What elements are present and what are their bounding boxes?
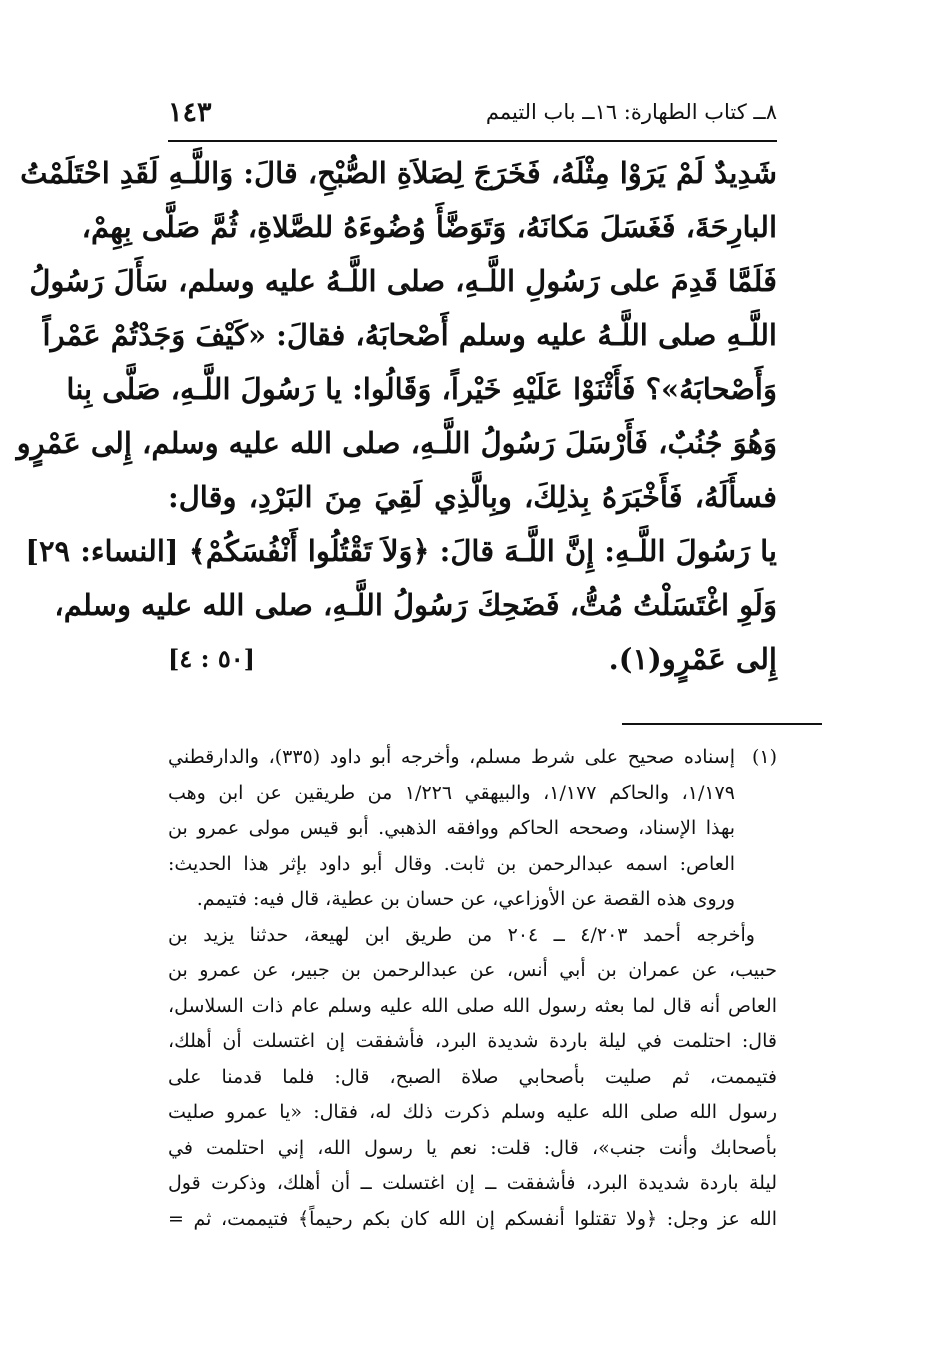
text-line: شَدِيدٌ لَمْ يَرَوْا مِثْلَهُ، فَخَرَجَ لِصَلاَةِ الصُّبْحِ، قالَ: وَاللَّـهِ لَقَدِ احْتَلَمْتُ (20, 156, 777, 190)
hadith-citation: [٥٠ : ٤] (168, 644, 255, 673)
footnote-para-start: وأخرجه أحمد ٤/٢٠٣ ــ ٢٠٤ من طريق ابن لهيعة، حدثنا يزيد بن (168, 923, 755, 946)
header-rule (168, 140, 777, 142)
footnote-separator (622, 723, 822, 725)
last-line-text: إِلى عَمْرٍو(١). (608, 642, 777, 676)
footnote-line: قال: احتلمت في ليلة باردة شديدة البرد، فأشفقت إن اغتسلت أن أهلك، (168, 1030, 777, 1052)
running-title: ٨ــ كتاب الطهارة: ١٦ــ باب التيمم (485, 100, 777, 124)
footnote-first-line (168, 740, 777, 776)
footnote-marker: (١) (751, 746, 777, 768)
footnote-line: وروى هذه القصة عن الأوزاعي، عن حسان بن عطية، قال فيه: فتيمم. (196, 888, 735, 910)
page-header (168, 88, 777, 136)
text-line: وَأَصْحابَهُ»؟ فَأَثْنَوْا عَلَيْهِ خَيْراً، وَقَالُوا: يا رَسُولَ اللَّـهِ، صَلَّى بِنا (66, 372, 777, 406)
text-line: فَلَمَّا قَدِمَ على رَسُولِ اللَّـهِ، صلى اللَّـهُ عليه وسلم، سَأَلَ رَسُولُ (29, 264, 777, 298)
text-line: اللَّـهِ صلى اللَّـهُ عليه وسلم أَصْحابَهُ، فقالَ: «كَيْفَ وَجَدْتُمْ عَمْراً (42, 318, 777, 352)
text-line: وَلَوِ اغْتَسَلْتُ مُتُّ، فَضَحِكَ رَسُولُ اللَّـهِ، صلى الله عليه وسلم، (54, 588, 777, 622)
page-number: ١٤٣ (168, 96, 212, 128)
text-line: البارِحَةَ، فَغَسَلَ مَكانَهُ، وَتَوَضَّأَ وُضُوءَهُ للصَّلاةِ، ثُمَّ صَلَّى بِهِمْ، (81, 210, 777, 244)
footnote-line: ١/١٧٩، والحاكم ١/١٧٧، والبيهقي ١/٢٢٦ من طريقين عن ابن وهب (168, 781, 735, 804)
footnote-line: الله عز وجل: ﴿ولا تقتلوا أنفسكم إن الله كان بكم رحيماً﴾ فتيممت، ثم = (168, 1207, 777, 1230)
footnotes (168, 740, 777, 1237)
footnote-line: حبيب، عن عمران بن أبي أنس، عن عبدالرحمن بن جبير، عن عمرو بن (168, 959, 777, 981)
footnote-text: إسناده صحيح على شرط مسلم، وأخرجه أبو داود (٣٣٥)، والدارقطني (168, 746, 735, 768)
footnote-line: بأصحابك وأنت جنب»، قال: قلت: نعم يا رسول الله، إني احتلمت في (168, 1136, 777, 1159)
footnote-line: رسول الله صلى الله عليه وسلم ذكرت ذلك له، فقال: «يا عمرو صليت (168, 1101, 777, 1123)
main-text (16, 146, 777, 686)
footnote-line: فتيممت، ثم صليت بأصحابي صلاة الصبح، قال: فلما قدمنا على (168, 1065, 777, 1088)
footnote-line: العاص: اسمه عبدالرحمن بن ثابت. وقال أبو داود بإثر هذا الحديث: (168, 852, 735, 875)
text-line: فسأَلَهُ، فَأَخْبَرَهُ بِذلِكَ، وبِالَّذِي لَقِيَ مِنَ البَرْدِ، وقال: (168, 480, 777, 514)
footnote-line: بهذا الإسناد، وصححه الحاكم ووافقه الذهبي. أبو قيس مولى عمرو بن (168, 817, 735, 839)
last-text-line (168, 632, 777, 686)
footnote-line: العاص أنه قال لما بعثه رسول الله صلى الله عليه وسلم عام ذات السلاسل، (168, 994, 777, 1017)
text-line: يا رَسُولَ اللَّـهِ: إِنَّ اللَّـهَ قالَ: ﴿وَلاَ تَقْتُلُوا أَنْفُسَكُمْ﴾ [النساء: ٢٩] (25, 534, 777, 568)
footnote-line: ليلة باردة شديدة البرد، فأشفقت ــ إن اغتسلت ــ أن أهلك، وذكرت قول (168, 1172, 777, 1194)
text-line: وَهُوَ جُنُبٌ، فَأَرْسَلَ رَسُولُ اللَّـهِ، صلى الله عليه وسلم، إِلى عَمْرٍو (16, 426, 777, 460)
